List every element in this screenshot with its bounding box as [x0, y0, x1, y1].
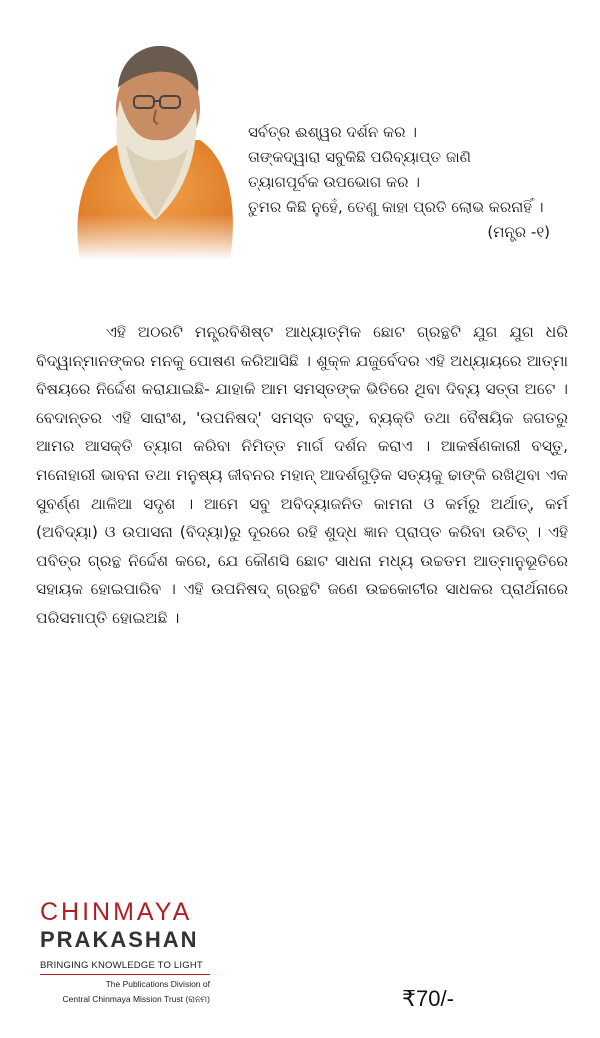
- mantra-line: ସର୍ବତ୍ର ଈଶ୍ୱର ଦର୍ଶନ କର ।: [248, 123, 417, 141]
- publisher-division-line2: Central Chinmaya Mission Trust (ରାନମ): [62, 994, 210, 1004]
- mantra-line: ତାଙ୍କଦ୍ୱାରା ସବୁକିଛି ପରିବ୍ୟାପ୍ତ ଜାଣି: [248, 148, 471, 166]
- publisher-logo: [40, 898, 210, 1005]
- mantra-line: ତ୍ୟାଗପୂର୍ବକ ଉପଭୋଗ କର ।: [248, 173, 421, 191]
- publisher-name-line2: PRAKASHAN: [40, 927, 199, 952]
- publisher-tagline: BRINGING KNOWLEDGE TO LIGHT: [40, 960, 210, 975]
- description-paragraph: ଏହି ଅଠରଟି ମନ୍ତ୍ରବିଶିଷ୍ଟ ଆଧ୍ୟାତ୍ମିକ ଛୋଟ ଗ୍ରନ୍ଥଟି ଯୁଗ ଯୁଗ ଧରି ବିଦ୍ୱାନ୍‌ମାନଙ୍କର ମନକୁ ପୋଷଣ କରିଆସିଛି । ଶୁକ୍ଳ ଯଜୁର୍ବେଦର ଏହି ଅଧ୍ୟାୟରେ ଆତ୍ମା ବିଷୟରେ ନିର୍ଦ୍ଦେଶ କରାଯାଇଛି- ଯାହାକି ଆମ ସମସ୍ତଙ୍କ ଭିତିରେ ଥିବା ଦିବ୍ୟ ସତ୍ତା ଅଟେ । ବେଦାନ୍ତର ଏହି ସାରାଂଶ, 'ଉପନିଷଦ୍' ସମସ୍ତ ବସ୍ତୁ, ବ୍ୟକ୍ତି ତଥା ବୈଷୟିକ ଜଗତରୁ ଆମର ଆସକ୍ତି ତ୍ୟାଗ କରିବା ନିମିତ୍ତ ମାର୍ଗ ଦର୍ଶନ କରାଏ । ଆକର୍ଷଣକାରୀ ବସ୍ତୁ, ମନୋହାରୀ ଭାବନା ତଥା ମନୁଷ୍ୟ ଜୀବନର ମହାନ୍ ଆଦର୍ଶଗୁଡ଼ିକ ସତ୍ୟକୁ ଢାଙ୍କି ରଖିଥିବା ଏକ ସୁବର୍ଣ୍ଣ ଥାଳିଆ ସଦୃଶ । ଆମେ ସବୁ ଅବିଦ୍ୟାଜନିତ କାମନା ଓ କର୍ମରୁ ଅର୍ଥାତ୍, କର୍ମ (ଅବିଦ୍ୟା) ଓ ଉପାସନା (ବିଦ୍ୟା)ରୁ ଦୂରରେ ରହି ଶୁଦ୍ଧ ଜ୍ଞାନ ପ୍ରାପ୍ତ କରିବା ଉଚିତ୍ । ଏହି ପବିତ୍ର ଗ୍ରନ୍ଥ ନିର୍ଦ୍ଦେଶ କରେ, ଯେ କୌଣସି ଛୋଟ ସାଧନା ମଧ୍ୟ ଉଚ୍ଚତମ ଆତ୍ମାନୁଭୂତିରେ ସହାୟକ ହୋଇପାରିବ । ଏହି ଉପନିଷଦ୍ ଗ୍ରନ୍ଥଟି ଜଣେ ଉଚ୍ଚକୋଟୀର ସାଧକର ପ୍ରାର୍ଥନାରେ ପରିସମାପ୍ତି ହୋଇଅଛି ।: [36, 323, 568, 627]
- book-description: [36, 318, 568, 633]
- author-portrait: [60, 30, 240, 260]
- mantra-verse: [248, 120, 578, 245]
- price-label: ₹70/-: [402, 986, 454, 1011]
- mantra-line: ତୁମର କିଛି ନୁହେଁ, ତେଣୁ କାହା ପ୍ରତି ଲୋଭ କରନାହିଁ ।: [248, 198, 544, 216]
- publisher-division-line1: The Publications Division of: [105, 979, 210, 989]
- mantra-reference: (ମନ୍ତ୍ର -୧): [487, 223, 550, 241]
- publisher-name-line1: CHINMAYA: [40, 898, 193, 926]
